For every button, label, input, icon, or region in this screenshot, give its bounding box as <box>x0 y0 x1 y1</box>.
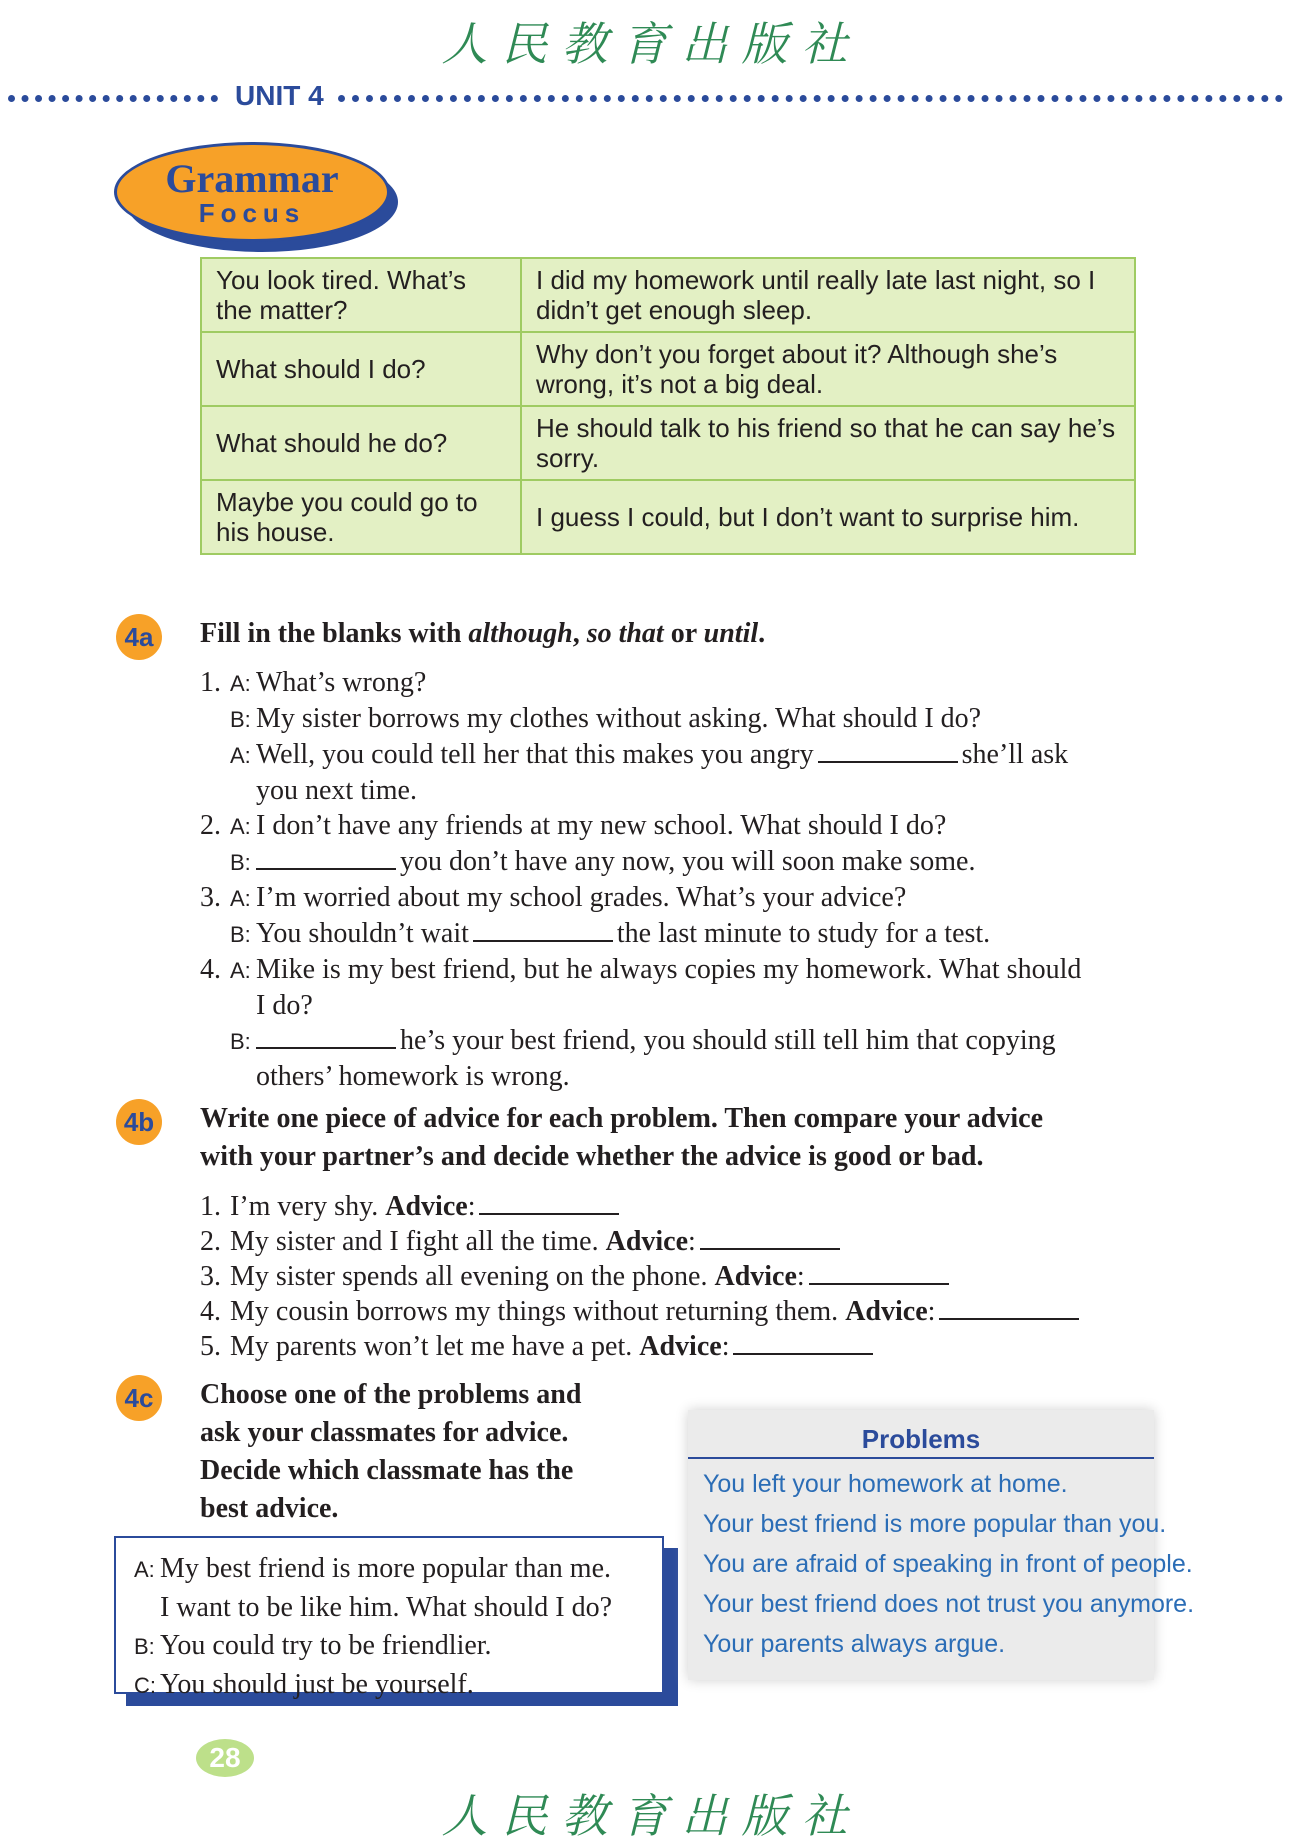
speaker-label: C: <box>134 1673 156 1698</box>
list-item <box>200 916 1081 952</box>
list-item <box>200 1259 1083 1294</box>
header-dots-right <box>338 95 1283 102</box>
item-number: 1. <box>200 667 221 698</box>
instruction-line: Write one piece of advice for each problem. Then compare your advice <box>200 1103 1044 1134</box>
problems-title-rule <box>688 1457 1154 1459</box>
list-item <box>200 1329 1083 1364</box>
advice-label: Advice <box>639 1331 722 1362</box>
list-item <box>200 701 1081 737</box>
dialogue-text: What’s wrong? <box>256 667 427 698</box>
problem-text: My sister and I fight all the time. <box>230 1226 606 1257</box>
instruction-comma: , <box>572 618 587 649</box>
table-row <box>201 332 1135 406</box>
answer-blank[interactable] <box>809 1261 949 1285</box>
advice-colon: : <box>927 1296 936 1327</box>
grammar-focus-title: Grammar <box>165 156 339 201</box>
list-item <box>200 1294 1083 1329</box>
instruction-or: or <box>663 618 704 649</box>
answer-blank[interactable] <box>256 1025 396 1049</box>
answer-blank[interactable] <box>818 739 958 763</box>
item-number: 5. <box>200 1331 221 1362</box>
list-item <box>200 1189 1083 1224</box>
dialogue-line <box>134 1550 662 1589</box>
dialogue-text: the last minute to study for a test. <box>616 918 991 949</box>
table-cell: What should I do? <box>201 332 521 406</box>
problem-text: My parents won’t let me have a pet. <box>230 1331 640 1362</box>
answer-blank[interactable] <box>473 918 613 942</box>
dialogue-text: others’ homework is wrong. <box>256 1061 570 1092</box>
dialogue-text: she’ll ask <box>961 739 1069 770</box>
item-number: 4. <box>200 954 221 985</box>
dialogue-text: you don’t have any now, you will soon make some. <box>400 846 976 877</box>
item-number: 4. <box>200 1296 221 1327</box>
answer-blank[interactable] <box>700 1226 840 1250</box>
speaker-label: A: <box>230 743 251 768</box>
problem-text: I’m very shy. <box>230 1191 386 1222</box>
dialogue-text: You should just be yourself. <box>160 1669 474 1700</box>
list-item <box>200 1023 1081 1059</box>
advice-label: Advice <box>605 1226 689 1257</box>
problem-item: Your best friend is more popular than you. <box>703 1510 1167 1538</box>
exercise-4a-instruction <box>200 615 765 653</box>
unit-label: UNIT 4 <box>235 80 324 111</box>
list-item <box>200 808 1081 844</box>
problem-text: My sister spends all evening on the phone. <box>230 1261 715 1292</box>
speaker-label: B: <box>230 922 251 947</box>
exercise-4a-badge: 4a <box>116 614 162 660</box>
advice-label: Advice <box>714 1261 797 1292</box>
answer-blank[interactable] <box>479 1191 619 1215</box>
table-cell: I did my homework until really late last night, so I didn’t get enough sleep. <box>521 258 1135 332</box>
keyword-until: until <box>703 618 759 649</box>
item-number: 2. <box>200 1226 221 1257</box>
table-cell: Maybe you could go to his house. <box>201 480 521 554</box>
dialogue-text: I’m worried about my school grades. What’s your advice? <box>256 882 907 913</box>
table-cell: I guess I could, but I don’t want to surprise him. <box>521 480 1135 554</box>
keyword-although: although <box>468 618 573 649</box>
answer-blank[interactable] <box>939 1296 1079 1320</box>
advice-colon: : <box>688 1226 696 1257</box>
exercise-4b-instruction <box>200 1100 1043 1176</box>
grammar-table <box>200 257 1136 555</box>
item-number: 1. <box>200 1191 221 1222</box>
header-dots-left <box>8 95 218 102</box>
list-item <box>200 988 1081 1023</box>
advice-colon: : <box>796 1261 805 1292</box>
problem-item: You left your homework at home. <box>703 1470 1068 1498</box>
table-row <box>201 258 1135 332</box>
page-number: 28 <box>196 1739 254 1777</box>
problem-item: You are afraid of speaking in front of people. <box>703 1550 1193 1578</box>
dialogue-text: Well, you could tell her that this makes you angry <box>256 739 814 770</box>
exercise-4c-instruction <box>200 1376 581 1528</box>
advice-label: Advice <box>385 1191 468 1222</box>
instruction-text: Fill in the blanks with <box>200 618 469 649</box>
answer-blank[interactable] <box>256 846 396 870</box>
speaker-label: A: <box>230 671 251 696</box>
instruction-period: . <box>758 618 766 649</box>
instruction-line: Decide which classmate has the <box>200 1455 574 1486</box>
speaker-label: A: <box>134 1557 155 1582</box>
speaker-label: B: <box>134 1634 155 1659</box>
dialogue-text: My sister borrows my clothes without asking. What should I do? <box>256 703 982 734</box>
dialogue-line <box>134 1627 662 1666</box>
dialogue-text: I want to be like him. What should I do? <box>160 1592 613 1623</box>
item-number: 2. <box>200 810 221 841</box>
publisher-seal-top: 人民教育出版社 <box>441 17 862 71</box>
keyword-so-that: so that <box>586 618 664 649</box>
table-row <box>201 480 1135 554</box>
list-item <box>200 844 1081 880</box>
speaker-label: B: <box>230 850 251 875</box>
speaker-label: B: <box>230 1029 251 1054</box>
dialogue-box <box>114 1536 664 1700</box>
speaker-label: A: <box>230 814 251 839</box>
exercise-4b-items <box>200 1189 1083 1364</box>
dialogue-text: You shouldn’t wait <box>256 918 469 949</box>
dialogue-line <box>134 1666 662 1705</box>
dialogue-text: he’s your best friend, you should still tell him that copying <box>400 1025 1056 1056</box>
list-item <box>200 880 1081 916</box>
list-item <box>200 665 1081 701</box>
list-item <box>200 952 1081 988</box>
dialogue-line <box>134 1589 662 1627</box>
answer-blank[interactable] <box>733 1331 873 1355</box>
list-item <box>200 737 1081 773</box>
instruction-line: with your partner’s and decide whether the advice is good or bad. <box>200 1141 984 1172</box>
problems-title: Problems <box>861 1424 981 1454</box>
table-cell: Why don’t you forget about it? Although she’s wrong, it’s not a big deal. <box>521 332 1135 406</box>
dialogue-text: Mike is my best friend, but he always copies my homework. What should <box>256 954 1082 985</box>
problem-item: Your parents always argue. <box>703 1630 1006 1658</box>
advice-colon: : <box>721 1331 730 1362</box>
speaker-label: B: <box>230 707 251 732</box>
speaker-label: A: <box>230 886 251 911</box>
item-number: 3. <box>200 1261 221 1292</box>
item-number: 3. <box>200 882 221 913</box>
exercise-4c-badge: 4c <box>116 1375 162 1421</box>
grammar-focus-badge <box>114 142 390 242</box>
dialogue-text: I don’t have any friends at my new school. What should I do? <box>256 810 947 841</box>
table-cell: What should he do? <box>201 406 521 480</box>
advice-label: Advice <box>845 1296 928 1327</box>
exercise-4a-items <box>200 665 1081 1094</box>
problem-text: My cousin borrows my things without returning them. <box>230 1296 846 1327</box>
publisher-seal-bottom: 人民教育出版社 <box>441 1789 862 1843</box>
speaker-label: A: <box>230 958 251 983</box>
table-row <box>201 406 1135 480</box>
dialogue-text: I do? <box>256 990 313 1021</box>
advice-colon: : <box>467 1191 476 1222</box>
list-item <box>200 1224 1083 1259</box>
dialogue-text: You could try to be friendlier. <box>160 1630 492 1661</box>
list-item <box>200 773 1081 808</box>
instruction-line: best advice. <box>200 1493 339 1524</box>
problem-item: Your best friend does not trust you anymore. <box>703 1590 1195 1618</box>
exercise-4b-badge: 4b <box>116 1099 162 1145</box>
table-cell: He should talk to his friend so that he can say he’s sorry. <box>521 406 1135 480</box>
dialogue-text: My best friend is more popular than me. <box>160 1553 612 1584</box>
instruction-line: ask your classmates for advice. <box>200 1417 569 1448</box>
table-cell: You look tired. What’s the matter? <box>201 258 521 332</box>
instruction-line: Choose one of the problems and <box>200 1379 582 1410</box>
dialogue-text: you next time. <box>256 775 417 806</box>
list-item <box>200 1059 1081 1094</box>
grammar-focus-subtitle: Focus <box>198 198 306 228</box>
